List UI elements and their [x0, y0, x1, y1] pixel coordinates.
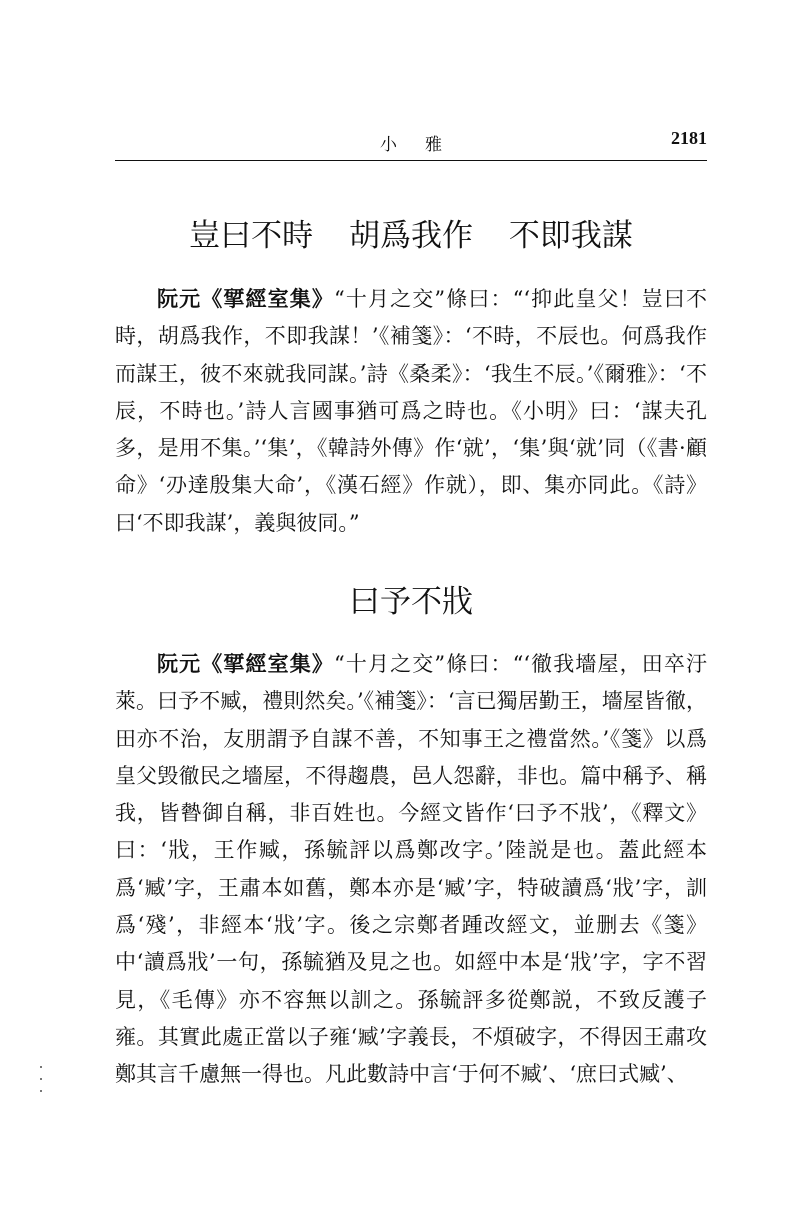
section-heading-1: 豈曰不時 胡爲我作 不即我謀	[189, 218, 633, 254]
section-2-text: “十月之交”條曰：“‘徹我墻屋，田卒汙萊。曰予不臧，禮則然矣。’《補箋》：‘言已獨居勤王，墻屋皆徹，田亦不治，友朋謂予自謀不善，不知事王之禮當然。’《箋》以爲皇父毁徹民之墻屋，不得趨農，邑人怨辭，非也。篇中稱予、稱我，皆暬御自稱，非百姓也。今經文皆作‘曰予不戕’，《釋文》曰：‘戕，王作臧，孫毓評以爲鄭改字。’陸説是也。蓋此經本爲‘臧’字，王肅本如舊，鄭本亦是‘臧’字，特破讀爲‘戕’字，訓爲‘殘’，非經本‘戕’字。後之宗鄭者踵改經文，並删去《箋》中‘讀爲戕’一句，孫毓猶及見之也。如經中本是‘戕’字，字不習見，《毛傳》亦不容無以訓之。孫毓評多從鄭説，不致反護子雍。其實此處正當以子雍‘臧’字義長，不煩破字，不得因王肅攻鄭其言千慮無一得也。凡此數詩中言‘于何不臧’、‘庶曰式臧’、	[115, 652, 707, 1087]
section-1-paragraph	[115, 280, 707, 542]
section-heading-2: 曰予不戕	[349, 584, 473, 620]
running-head	[115, 124, 707, 158]
running-title: 小雅	[380, 135, 470, 155]
scan-dot	[40, 1078, 42, 1080]
margin-scan-marks	[40, 1066, 44, 1106]
page-number: 2181	[671, 128, 707, 148]
section-1-citation-label: 阮元《揅經室集》	[157, 286, 334, 311]
scan-dot	[40, 1090, 42, 1092]
header-rule	[115, 160, 707, 161]
section-1-text: “十月之交”條曰：“‘抑此皇父！豈曰不時，胡爲我作，不即我謀！’《補箋》：‘不時，不辰也。何爲我作而謀王，彼不來就我同謀。’詩《桑柔》：‘我生不辰。’《爾雅》：‘不辰，不時也。’詩人言國事猶可爲之時也。《小明》曰：‘謀夫孔多，是用不集。’‘集’，《韓詩外傳》作‘就’，‘集’與‘就’同（《書·顧命》‘刅達殷集大命’，《漢石經》作就），即、集亦同此。《詩》曰‘不即我謀’，義與彼同。”	[115, 287, 707, 535]
section-2-citation-label: 阮元《揅經室集》	[157, 651, 334, 676]
scan-dot	[40, 1066, 42, 1068]
section-2-paragraph	[115, 645, 707, 1094]
